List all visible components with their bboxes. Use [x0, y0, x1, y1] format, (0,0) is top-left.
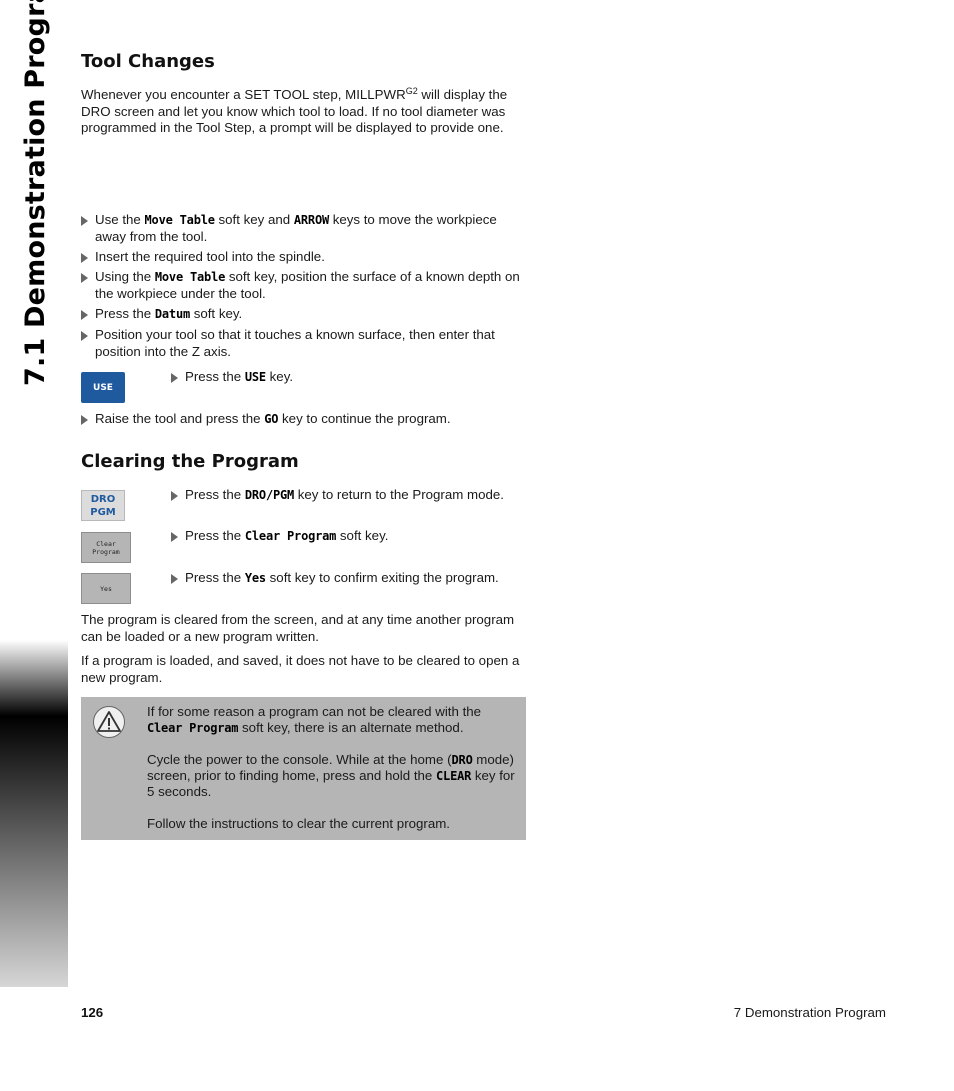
clear-program-softkey-line2: Program [92, 547, 120, 556]
clear-program-softkey-line1: Clear [96, 539, 116, 548]
step-move-table: Use the Move Table soft key and ARROW keys to move the workpiece away from the tool. [81, 212, 521, 245]
step-insert-tool: Insert the required tool into the spindle. [81, 249, 521, 266]
step-press-datum: Press the Datum soft key. [81, 306, 521, 323]
footer-chapter-title: 7 Demonstration Program [733, 1005, 886, 1020]
step-arrow-icon [81, 331, 88, 341]
saved-program-paragraph: If a program is loaded, and saved, it does not have to be cleared to open a new program. [81, 653, 520, 685]
step-arrow-icon [81, 273, 88, 283]
warning-icon [93, 706, 125, 738]
note-cycle-power: Cycle the power to the console. While at the home (DRO mode) screen, prior to finding home, press and hold the CLEAR key for 5 seconds. [147, 752, 515, 799]
tool-changes-intro [81, 87, 526, 137]
step-arrow-icon [81, 310, 88, 320]
cleared-paragraph: The program is cleared from the screen, and at any time another program can be loaded or a new program written. [81, 612, 515, 644]
use-key[interactable]: USE [81, 372, 125, 403]
step-press-use: Press the USE key. [171, 369, 526, 386]
intro-text-1: Whenever you encounter a SET TOOL step, MILLPWR [81, 87, 406, 102]
intro-text-2: will display the DRO screen and let you know which tool to load. If no tool diameter was programmed in the Tool Step, a prompt will be displayed to provide one. [81, 87, 508, 135]
warning-note-box [81, 697, 526, 840]
yes-softkey-label: Yes [100, 584, 112, 593]
step-arrow-icon [81, 216, 88, 226]
page-number: 126 [81, 1005, 104, 1020]
tool-changes-heading: Tool Changes [81, 51, 215, 72]
step-press-yes: Press the Yes soft key to confirm exiting the program. [171, 570, 531, 587]
step-arrow-icon [81, 253, 88, 263]
step-arrow-icon [81, 415, 88, 425]
yes-softkey[interactable] [81, 573, 131, 604]
step-touch-surface: Position your tool so that it touches a known surface, then enter that position into the Z axis. [81, 327, 521, 360]
step-press-go: Raise the tool and press the GO key to continue the program. [81, 411, 521, 428]
step-press-clear-program: Press the Clear Program soft key. [171, 528, 526, 545]
step-arrow-icon [171, 574, 178, 584]
clearing-program-heading: Clearing the Program [81, 451, 299, 472]
step-arrow-icon [171, 491, 178, 501]
note-alternate-method: If for some reason a program can not be cleared with the Clear Program soft key, there is an alternate method. [147, 704, 482, 735]
chapter-side-title [18, 350, 54, 386]
note-follow-instructions: Follow the instructions to clear the current program. [147, 816, 451, 831]
dro-pgm-key-line1: DRO [90, 493, 116, 505]
dro-pgm-key-line2: PGM [90, 506, 116, 518]
clear-program-softkey[interactable] [81, 532, 131, 563]
step-arrow-icon [171, 373, 178, 383]
dro-pgm-key[interactable] [81, 490, 125, 521]
step-position-surface: Using the Move Table soft key, position the surface of a known depth on the workpiece under the tool. [81, 269, 521, 302]
step-press-dro-pgm: Press the DRO/PGM key to return to the Program mode. [171, 487, 531, 504]
step-arrow-icon [171, 532, 178, 542]
intro-superscript: G2 [405, 86, 418, 96]
